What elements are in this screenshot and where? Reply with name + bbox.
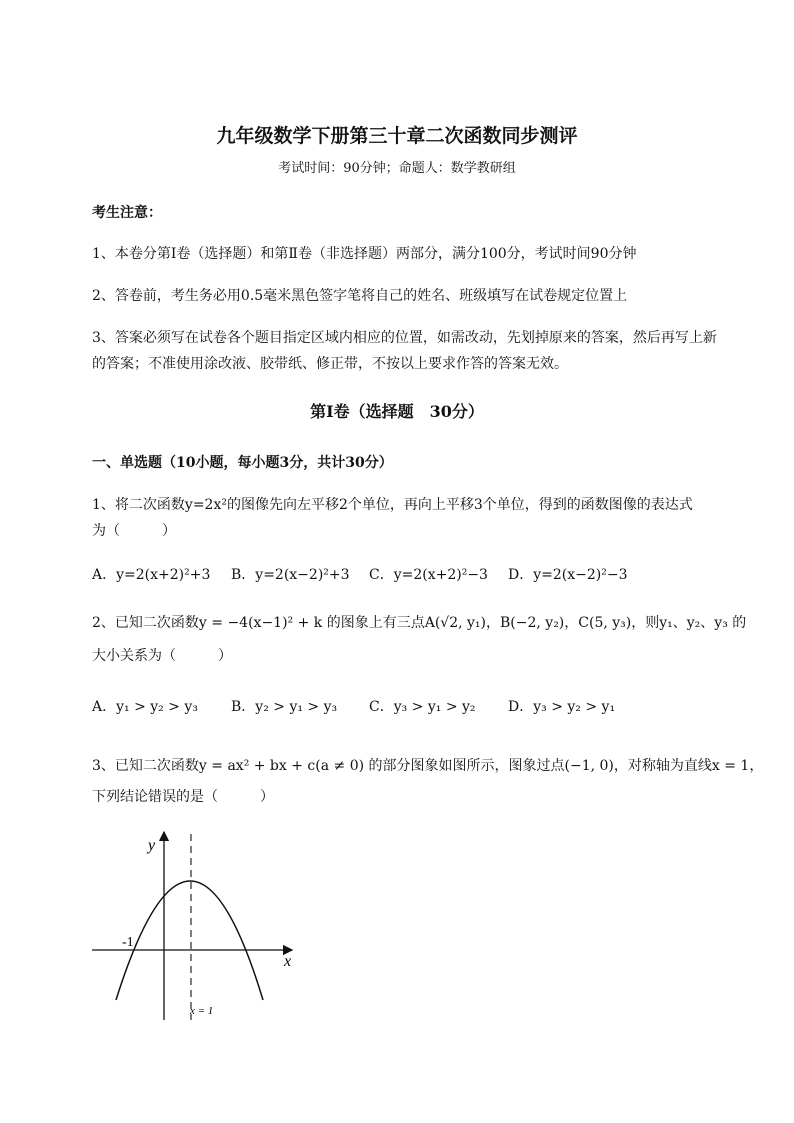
exam-info: 考试时间：90分钟；命题人：数学教研组 [278,161,516,176]
question-2-text-cont: 大小关系为（ ） [92,648,232,664]
question-2-text: 2、已知二次函数y = −4(x−1)² + k 的图象上有三点A(√2, y₁)，B(−2, y₂)，C(5, y₃)，则y₁、y₂、y₃ 的 [92,615,747,631]
q1-option-d[interactable]: D．y=2(x−2)²−3 [508,567,628,583]
page-title: 九年级数学下册第三十章二次函数同步测评 [216,125,578,147]
q2-option-d[interactable]: D．y₃ > y₂ > y₁ [508,699,616,715]
symmetry-axis-label: x = 1 [190,1005,214,1017]
section-title: 第I卷（选择题 30分） [310,402,484,421]
q2-option-a[interactable]: A．y₁ > y₂ > y₃ [92,699,198,715]
q2-option-c[interactable]: C．y₃ > y₁ > y₂ [369,699,476,715]
question-3-text-cont: 下列结论错误的是（ ） [92,789,274,805]
parabola-curve [116,881,263,1000]
question-3-text: 3、已知二次函数y = ax² + bx + c(a ≠ 0) 的部分图象如图所示，图象过点(−1, 0)，对称轴为直线x = 1， [92,758,764,774]
q2-option-b[interactable]: B．y₂ > y₁ > y₃ [231,699,338,715]
x-axis-label: x [284,953,292,970]
y-axis-label: y [148,837,156,854]
q1-option-a[interactable]: A．y=2(x+2)²+3 [92,567,211,583]
question-1-text-cont: 为（ ） [92,523,176,539]
notice-heading: 考生注意： [92,205,162,221]
notice-item-3-cont: 的答案；不准使用涂改液、胶带纸、修正带，不按以上要求作答的答案无效。 [92,356,568,372]
notice-item-3: 3、答案必须写在试卷各个题目指定区域内相应的位置，如需改动，先划掉原来的答案，然后再写上新 [92,330,717,346]
q1-option-b[interactable]: B．y=2(x−2)²+3 [231,567,350,583]
q1-option-c[interactable]: C．y=2(x+2)²−3 [369,567,488,583]
question-1-text: 1、将二次函数y=2x²的图像先向左平移2个单位，再向上平移3个单位，得到的函数图像的表达式 [92,497,693,513]
parabola-figure [80,826,320,1026]
notice-item-1: 1、本卷分第I卷（选择题）和第Ⅱ卷（非选择题）两部分，满分100分，考试时间90分钟 [92,246,637,262]
notice-item-2: 2、答卷前，考生务必用0.5毫米黑色签字笔将自己的姓名、班级填写在试卷规定位置上 [92,288,628,304]
neg-one-label: -1 [122,935,134,950]
part-heading: 一、单选题（10小题，每小题3分，共计30分） [92,455,393,471]
